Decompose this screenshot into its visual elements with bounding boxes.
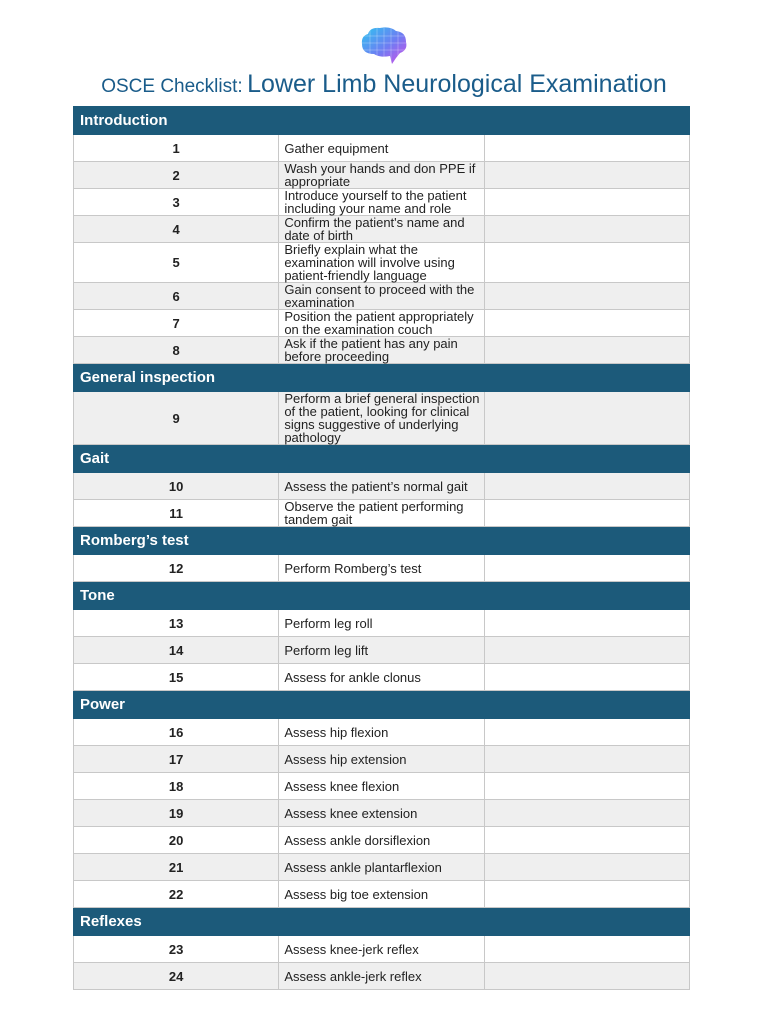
item-text: Assess big toe extension xyxy=(279,881,484,908)
checklist-row xyxy=(74,310,690,337)
section-header xyxy=(74,691,690,719)
item-number: 4 xyxy=(74,216,279,243)
item-text: Assess knee-jerk reflex xyxy=(279,936,484,963)
checkbox-cell[interactable] xyxy=(484,135,689,162)
item-text: Introduce yourself to the patient including your name and role xyxy=(279,189,484,216)
checklist-row xyxy=(74,392,690,445)
item-number: 15 xyxy=(74,664,279,691)
checkbox-cell[interactable] xyxy=(484,773,689,800)
item-number: 7 xyxy=(74,310,279,337)
item-text: Perform a brief general inspection of the patient, looking for clinical signs suggestive of underlying pathology xyxy=(279,392,484,445)
item-number: 22 xyxy=(74,881,279,908)
section-title: General inspection xyxy=(74,364,690,392)
section-header xyxy=(74,364,690,392)
checkbox-cell[interactable] xyxy=(484,637,689,664)
checklist-row xyxy=(74,773,690,800)
item-number: 12 xyxy=(74,555,279,582)
checklist-row xyxy=(74,500,690,527)
item-text: Assess knee extension xyxy=(279,800,484,827)
title-prefix: OSCE Checklist: xyxy=(101,76,243,97)
item-number: 3 xyxy=(74,189,279,216)
checkbox-cell[interactable] xyxy=(484,500,689,527)
brain-logo-icon xyxy=(360,26,408,66)
item-number: 2 xyxy=(74,162,279,189)
section-title: Tone xyxy=(74,582,690,610)
item-text: Assess ankle dorsiflexion xyxy=(279,827,484,854)
item-text: Gather equipment xyxy=(279,135,484,162)
checklist-row xyxy=(74,854,690,881)
item-number: 23 xyxy=(74,936,279,963)
page-title xyxy=(0,70,768,99)
item-number: 20 xyxy=(74,827,279,854)
section-header xyxy=(74,527,690,555)
checklist-row xyxy=(74,827,690,854)
item-number: 14 xyxy=(74,637,279,664)
checklist-row xyxy=(74,800,690,827)
checklist-row xyxy=(74,243,690,283)
item-number: 10 xyxy=(74,473,279,500)
item-text: Perform leg roll xyxy=(279,610,484,637)
checkbox-cell[interactable] xyxy=(484,473,689,500)
checklist-row xyxy=(74,719,690,746)
item-text: Briefly explain what the examination will involve using patient-friendly language xyxy=(279,243,484,283)
item-number: 9 xyxy=(74,392,279,445)
item-number: 18 xyxy=(74,773,279,800)
checkbox-cell[interactable] xyxy=(484,189,689,216)
checklist-row xyxy=(74,135,690,162)
item-text: Assess knee flexion xyxy=(279,773,484,800)
item-number: 21 xyxy=(74,854,279,881)
item-text: Assess for ankle clonus xyxy=(279,664,484,691)
item-text: Assess hip extension xyxy=(279,746,484,773)
item-text: Wash your hands and don PPE if appropriate xyxy=(279,162,484,189)
checkbox-cell[interactable] xyxy=(484,310,689,337)
item-text: Perform leg lift xyxy=(279,637,484,664)
checkbox-cell[interactable] xyxy=(484,243,689,283)
item-text: Observe the patient performing tandem gait xyxy=(279,500,484,527)
item-number: 24 xyxy=(74,963,279,990)
item-text: Position the patient appropriately on the examination couch xyxy=(279,310,484,337)
section-title: Reflexes xyxy=(74,908,690,936)
section-title: Power xyxy=(74,691,690,719)
checkbox-cell[interactable] xyxy=(484,283,689,310)
checklist-row xyxy=(74,881,690,908)
item-number: 16 xyxy=(74,719,279,746)
checklist-row xyxy=(74,555,690,582)
item-number: 5 xyxy=(74,243,279,283)
checkbox-cell[interactable] xyxy=(484,800,689,827)
item-number: 17 xyxy=(74,746,279,773)
checklist-row xyxy=(74,664,690,691)
section-title: Introduction xyxy=(74,107,690,135)
item-text: Assess hip flexion xyxy=(279,719,484,746)
item-number: 1 xyxy=(74,135,279,162)
checklist-row xyxy=(74,337,690,364)
item-number: 6 xyxy=(74,283,279,310)
checkbox-cell[interactable] xyxy=(484,746,689,773)
item-number: 8 xyxy=(74,337,279,364)
section-title: Gait xyxy=(74,445,690,473)
item-text: Assess ankle plantarflexion xyxy=(279,854,484,881)
section-header xyxy=(74,107,690,135)
checkbox-cell[interactable] xyxy=(484,392,689,445)
item-text: Ask if the patient has any pain before proceeding xyxy=(279,337,484,364)
checkbox-cell[interactable] xyxy=(484,337,689,364)
checkbox-cell[interactable] xyxy=(484,555,689,582)
section-header xyxy=(74,908,690,936)
checkbox-cell[interactable] xyxy=(484,719,689,746)
checkbox-cell[interactable] xyxy=(484,162,689,189)
checkbox-cell[interactable] xyxy=(484,216,689,243)
checkbox-cell[interactable] xyxy=(484,854,689,881)
checklist-row xyxy=(74,216,690,243)
section-header xyxy=(74,445,690,473)
checkbox-cell[interactable] xyxy=(484,963,689,990)
item-text: Confirm the patient's name and date of birth xyxy=(279,216,484,243)
checkbox-cell[interactable] xyxy=(484,827,689,854)
item-number: 11 xyxy=(74,500,279,527)
checklist-row xyxy=(74,746,690,773)
section-title: Romberg’s test xyxy=(74,527,690,555)
checkbox-cell[interactable] xyxy=(484,610,689,637)
checklist-row xyxy=(74,637,690,664)
checkbox-cell[interactable] xyxy=(484,664,689,691)
checkbox-cell[interactable] xyxy=(484,936,689,963)
item-text: Perform Romberg’s test xyxy=(279,555,484,582)
item-text: Assess ankle-jerk reflex xyxy=(279,963,484,990)
item-number: 19 xyxy=(74,800,279,827)
checklist-row xyxy=(74,610,690,637)
checklist-table xyxy=(73,106,690,990)
checklist-row xyxy=(74,283,690,310)
checklist-row xyxy=(74,963,690,990)
checklist-row xyxy=(74,162,690,189)
item-number: 13 xyxy=(74,610,279,637)
checklist-row xyxy=(74,936,690,963)
title-main: Lower Limb Neurological Examination xyxy=(247,70,667,98)
item-text: Assess the patient’s normal gait xyxy=(279,473,484,500)
checkbox-cell[interactable] xyxy=(484,881,689,908)
section-header xyxy=(74,582,690,610)
checklist-row xyxy=(74,189,690,216)
item-text: Gain consent to proceed with the examination xyxy=(279,283,484,310)
checklist-row xyxy=(74,473,690,500)
